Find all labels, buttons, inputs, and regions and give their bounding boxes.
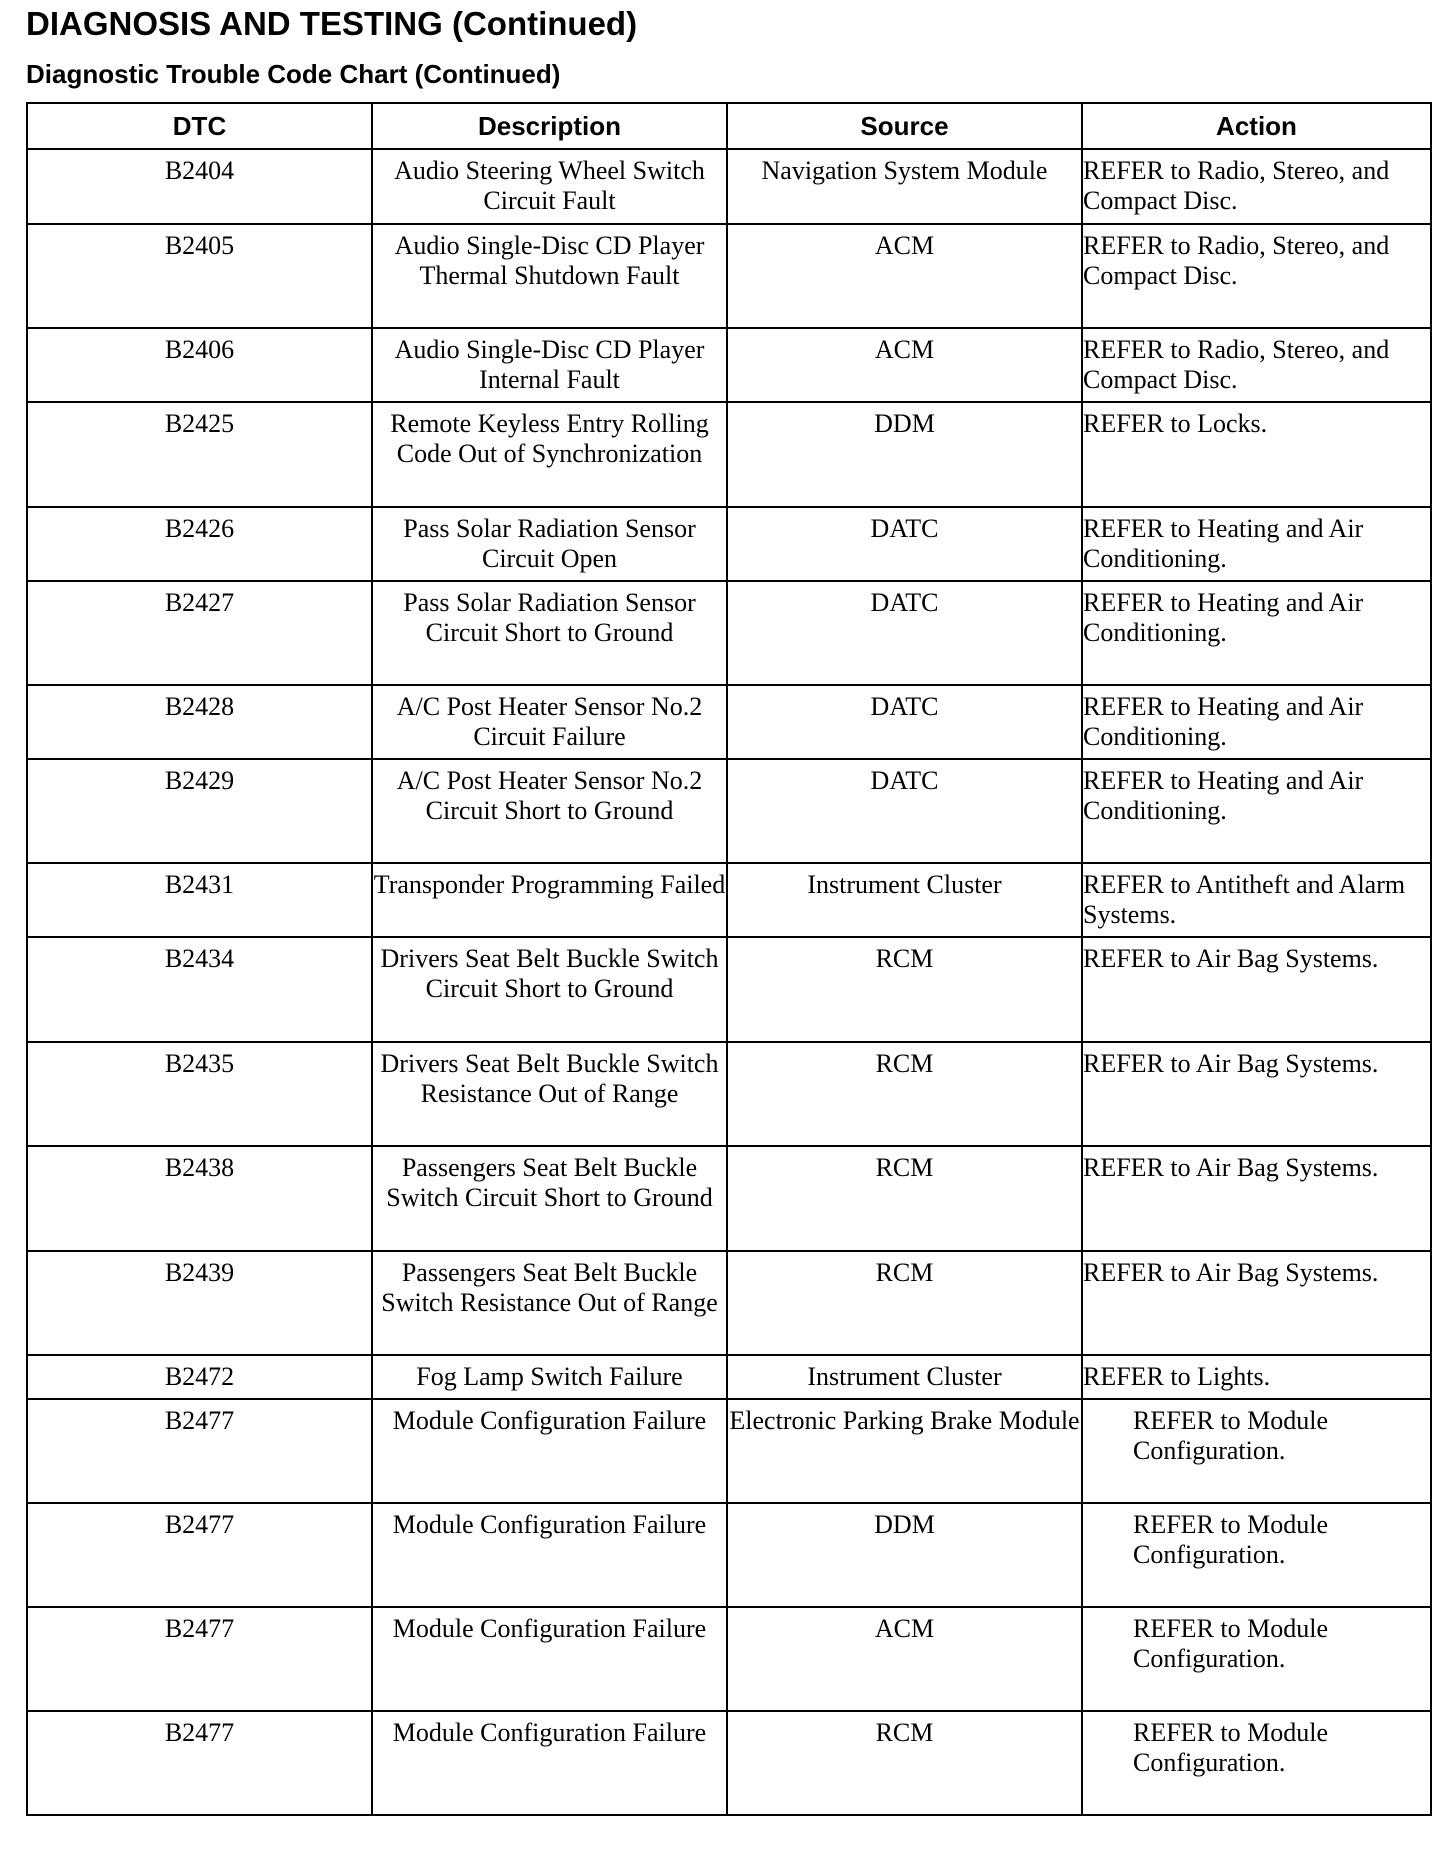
dtc-description: Module Configuration Failure: [372, 1607, 727, 1711]
table-row: [27, 224, 1431, 328]
table-row: [27, 1146, 1431, 1251]
page-title: DIAGNOSIS AND TESTING (Continued): [26, 5, 638, 42]
dtc-action: REFER to Radio, Stereo, and Compact Disc.: [1082, 328, 1431, 402]
dtc-description: Audio Single-Disc CD Player Internal Fault: [372, 328, 727, 402]
dtc-source: RCM: [727, 1251, 1082, 1355]
table-row: [27, 863, 1431, 937]
dtc-description: Pass Solar Radiation Sensor Circuit Short to Ground: [372, 581, 727, 685]
dtc-description: Audio Single-Disc CD Player Thermal Shutdown Fault: [372, 224, 727, 328]
dtc-action: REFER to Air Bag Systems.: [1082, 1146, 1431, 1251]
dtc-source: Navigation System Module: [727, 149, 1082, 224]
dtc-source: DATC: [727, 581, 1082, 685]
dtc-code: B2438: [27, 1146, 372, 1251]
dtc-action: REFER to Module Configuration.: [1082, 1503, 1431, 1607]
dtc-source: ACM: [727, 224, 1082, 328]
dtc-code: B2477: [27, 1399, 372, 1503]
dtc-action: REFER to Lights.: [1082, 1355, 1431, 1399]
dtc-action: REFER to Radio, Stereo, and Compact Disc.: [1082, 224, 1431, 328]
dtc-code: B2428: [27, 685, 372, 759]
dtc-description: Drivers Seat Belt Buckle Switch Circuit Short to Ground: [372, 937, 727, 1042]
dtc-description: Module Configuration Failure: [372, 1711, 727, 1815]
dtc-source: RCM: [727, 1146, 1082, 1251]
table-row: [27, 149, 1431, 224]
dtc-action: REFER to Heating and Air Conditioning.: [1082, 581, 1431, 685]
dtc-source: RCM: [727, 937, 1082, 1042]
dtc-code: B2434: [27, 937, 372, 1042]
dtc-code: B2429: [27, 759, 372, 863]
dtc-source: DATC: [727, 507, 1082, 581]
dtc-code: B2477: [27, 1503, 372, 1607]
table-row: [27, 685, 1431, 759]
dtc-code: B2427: [27, 581, 372, 685]
dtc-action: REFER to Radio, Stereo, and Compact Disc.: [1082, 149, 1431, 224]
table-row: [27, 1355, 1431, 1399]
table-row: [27, 507, 1431, 581]
dtc-source: DDM: [727, 402, 1082, 507]
dtc-code: B2477: [27, 1607, 372, 1711]
section-title: Diagnostic Trouble Code Chart (Continued): [26, 59, 561, 89]
dtc-description: Transponder Programming Failed: [372, 863, 727, 937]
dtc-code: B2405: [27, 224, 372, 328]
dtc-source: DATC: [727, 685, 1082, 759]
dtc-action: REFER to Module Configuration.: [1082, 1607, 1431, 1711]
dtc-code: B2425: [27, 402, 372, 507]
dtc-source: ACM: [727, 1607, 1082, 1711]
dtc-source: DDM: [727, 1503, 1082, 1607]
table-row: [27, 328, 1431, 402]
table-row: [27, 1399, 1431, 1503]
dtc-action: REFER to Air Bag Systems.: [1082, 1251, 1431, 1355]
table-row: [27, 1607, 1431, 1711]
dtc-code: B2439: [27, 1251, 372, 1355]
dtc-source: RCM: [727, 1711, 1082, 1815]
dtc-action: REFER to Heating and Air Conditioning.: [1082, 507, 1431, 581]
dtc-code: B2435: [27, 1042, 372, 1146]
table-row: [27, 1503, 1431, 1607]
dtc-description: Module Configuration Failure: [372, 1399, 727, 1503]
dtc-action: REFER to Heating and Air Conditioning.: [1082, 759, 1431, 863]
dtc-code: B2431: [27, 863, 372, 937]
dtc-code: B2426: [27, 507, 372, 581]
dtc-action: REFER to Module Configuration.: [1082, 1399, 1431, 1503]
dtc-action: REFER to Air Bag Systems.: [1082, 1042, 1431, 1146]
dtc-code: B2472: [27, 1355, 372, 1399]
dtc-action: REFER to Heating and Air Conditioning.: [1082, 685, 1431, 759]
dtc-description: Passengers Seat Belt Buckle Switch Resistance Out of Range: [372, 1251, 727, 1355]
dtc-code: B2404: [27, 149, 372, 224]
table-body: [27, 149, 1431, 1815]
dtc-source: Instrument Cluster: [727, 863, 1082, 937]
dtc-description: Audio Steering Wheel Switch Circuit Fault: [372, 149, 727, 224]
column-header-description: Description: [372, 103, 727, 149]
dtc-action: REFER to Locks.: [1082, 402, 1431, 507]
column-header-dtc: DTC: [27, 103, 372, 149]
dtc-source: Electronic Parking Brake Module: [727, 1399, 1082, 1503]
dtc-action: REFER to Antitheft and Alarm Systems.: [1082, 863, 1431, 937]
column-header-source: Source: [727, 103, 1082, 149]
dtc-table: [26, 102, 1432, 1816]
dtc-code: B2406: [27, 328, 372, 402]
table-row: [27, 581, 1431, 685]
table-row: [27, 1251, 1431, 1355]
dtc-source: ACM: [727, 328, 1082, 402]
column-header-action: Action: [1082, 103, 1431, 149]
dtc-source: RCM: [727, 1042, 1082, 1146]
table-row: [27, 402, 1431, 507]
dtc-description: A/C Post Heater Sensor No.2 Circuit Failure: [372, 685, 727, 759]
dtc-description: Pass Solar Radiation Sensor Circuit Open: [372, 507, 727, 581]
table-row: [27, 937, 1431, 1042]
dtc-description: Module Configuration Failure: [372, 1503, 727, 1607]
dtc-action: REFER to Air Bag Systems.: [1082, 937, 1431, 1042]
dtc-description: A/C Post Heater Sensor No.2 Circuit Short to Ground: [372, 759, 727, 863]
dtc-description: Drivers Seat Belt Buckle Switch Resistance Out of Range: [372, 1042, 727, 1146]
table-row: [27, 1042, 1431, 1146]
dtc-description: Remote Keyless Entry Rolling Code Out of Synchronization: [372, 402, 727, 507]
table-header-row: [27, 103, 1431, 149]
dtc-description: Fog Lamp Switch Failure: [372, 1355, 727, 1399]
dtc-code: B2477: [27, 1711, 372, 1815]
table-row: [27, 759, 1431, 863]
dtc-action: REFER to Module Configuration.: [1082, 1711, 1431, 1815]
dtc-source: DATC: [727, 759, 1082, 863]
table-row: [27, 1711, 1431, 1815]
dtc-description: Passengers Seat Belt Buckle Switch Circuit Short to Ground: [372, 1146, 727, 1251]
dtc-source: Instrument Cluster: [727, 1355, 1082, 1399]
